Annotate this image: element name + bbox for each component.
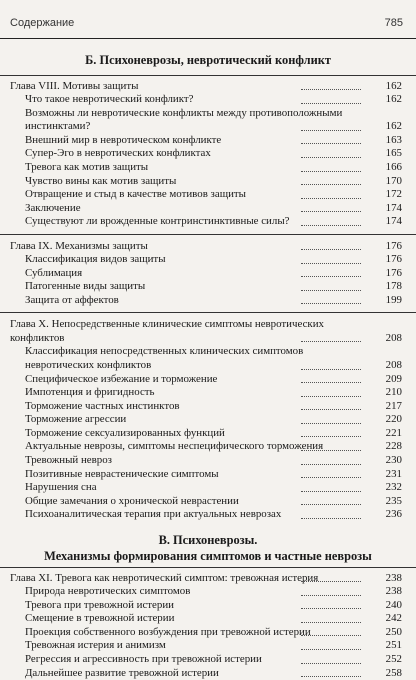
- entry-page: 252: [385, 653, 402, 665]
- toc-entry: [0, 612, 416, 626]
- entry-page: 251: [385, 639, 402, 652]
- entry-title: Классификация видов защиты: [25, 252, 166, 265]
- toc-entry: [0, 267, 416, 281]
- entry-title: Тревога как мотив защиты: [25, 160, 149, 173]
- entry-title: Психоаналитическая терапия при актуальных неврозах: [25, 508, 282, 521]
- toc-entry: [0, 599, 416, 613]
- chapter-title: Глава XI. Тревога как невротический симптом: тревожная истерия: [10, 572, 319, 585]
- entry-title: Специфическое избежание и торможение: [25, 372, 218, 385]
- toc-entry: [0, 454, 416, 468]
- entry-page: 176: [385, 266, 402, 279]
- toc-entry: [0, 188, 416, 202]
- entry-page: 210: [385, 386, 402, 399]
- entry-page: 170: [385, 174, 402, 187]
- entry-title: Торможение сексуализированных функций: [25, 426, 225, 439]
- toc-entry: [0, 107, 416, 134]
- entry-page: 209: [385, 372, 402, 385]
- chapter-title: Глава VIII. Мотивы защиты: [10, 80, 139, 92]
- entry-page: 199: [385, 293, 402, 306]
- toc-entry: [0, 280, 416, 294]
- section-heading-line: Механизмы формирования симптомов и частные неврозы: [44, 549, 372, 564]
- entry-title: Позитивные неврастенические симптомы: [25, 467, 219, 480]
- entry-title: Внешний мир в невротическом конфликте: [25, 133, 222, 146]
- running-head: Содержание: [10, 17, 75, 29]
- chapter-page: 176: [385, 239, 402, 252]
- entry-title: Нарушения сна: [25, 481, 97, 494]
- section-heading-line: В. Психоневрозы.: [158, 533, 258, 548]
- toc-entry: [0, 134, 416, 148]
- toc-entry: [0, 175, 416, 189]
- toc-entry: [0, 345, 416, 372]
- entry-page: 235: [385, 494, 402, 507]
- toc-entry: [0, 639, 416, 653]
- toc-entry: [0, 373, 416, 387]
- entry-title: Торможение агрессии: [25, 413, 127, 426]
- page-header: [0, 0, 416, 39]
- entry-title: Смещение в тревожной истерии: [25, 612, 175, 625]
- toc-entry: [0, 440, 416, 454]
- entry-page: 217: [385, 399, 402, 412]
- toc-content: [0, 52, 416, 680]
- entry-page: 228: [385, 440, 402, 453]
- entry-title: Защита от аффектов: [25, 293, 119, 306]
- entry-title: Проекция собственного возбуждения при тревожной истерии: [25, 625, 311, 638]
- entry-title: Торможение частных инстинктов: [25, 399, 180, 412]
- toc-entry: [0, 161, 416, 175]
- entry-page: 174: [385, 215, 402, 228]
- entry-title: Актуальные неврозы, симптомы неспецифического торможения: [25, 440, 324, 453]
- entry-page: 236: [385, 508, 402, 521]
- entry-title: Сублимация: [25, 266, 83, 279]
- entry-title: Регрессия и агрессивность при тревожной истерии: [25, 653, 262, 665]
- entry-page: 163: [385, 133, 402, 146]
- entry-page: 242: [385, 612, 402, 625]
- toc-entry: [0, 294, 416, 308]
- entry-title: Дальнейшее развитие тревожной истерии: [25, 666, 219, 679]
- entry-page: 165: [385, 147, 402, 160]
- entry-title: Что такое невротический конфликт?: [25, 93, 194, 105]
- chapter-heading: [0, 567, 416, 585]
- section-heading-b: Б. Психоневрозы, невротический конфликт: [85, 53, 331, 67]
- entry-page: 258: [385, 666, 402, 679]
- entry-title: Отвращение и стыд в качестве мотивов защиты: [25, 188, 246, 201]
- entry-page: 208: [385, 358, 402, 371]
- entry-title: Возможны ли невротические конфликты между противоположными инстинктами?: [25, 106, 343, 133]
- toc-entry: [0, 400, 416, 414]
- entry-page: 238: [385, 585, 402, 598]
- entry-title: Тревога при тревожной истерии: [25, 598, 174, 611]
- entry-title: Тревожный невроз: [25, 454, 112, 467]
- toc-entry: [0, 653, 416, 667]
- entry-title: Классификация непосредственных клинических симптомов невротических конфликтов: [25, 345, 304, 371]
- chapter-heading: [0, 312, 416, 345]
- chapter-heading: [0, 234, 416, 253]
- entry-page: 240: [385, 598, 402, 611]
- entry-title: Общие замечания о хронической неврастении: [25, 494, 239, 507]
- toc-entry: [0, 427, 416, 441]
- toc-entry: [0, 413, 416, 427]
- toc-entry: [0, 468, 416, 482]
- toc-entry: [0, 495, 416, 509]
- entry-title: Патогенные виды защиты: [25, 280, 146, 293]
- entry-page: 221: [385, 426, 402, 439]
- toc-entry: [0, 93, 416, 107]
- entry-title: Супер-Эго в невротических конфликтах: [25, 147, 211, 160]
- entry-title: Заключение: [25, 201, 81, 214]
- chapter-page: 238: [385, 572, 402, 585]
- chapter-page: 162: [385, 80, 402, 92]
- toc-entry: [0, 202, 416, 216]
- chapter-title: Глава X. Непосредственные клинические симптомы невротических конфликтов: [10, 318, 324, 345]
- toc-entry: [0, 508, 416, 522]
- chapter-page: 208: [385, 332, 402, 345]
- page-number: 785: [384, 17, 403, 29]
- entry-page: 178: [385, 280, 402, 293]
- toc-entry: [0, 215, 416, 229]
- entry-title: Существуют ли врожденные контринстинктивные силы?: [25, 215, 290, 228]
- entry-page: 162: [385, 120, 402, 133]
- entry-page: 162: [385, 93, 402, 105]
- entry-page: 166: [385, 160, 402, 173]
- entry-page: 230: [385, 454, 402, 467]
- toc-entry: [0, 253, 416, 267]
- entry-title: Тревожная истерия и анимизм: [25, 639, 166, 652]
- toc-body: [0, 75, 416, 680]
- entry-page: 176: [385, 252, 402, 265]
- entry-page: 232: [385, 481, 402, 494]
- chapter-title: Глава IX. Механизмы защиты: [10, 239, 148, 252]
- section-heading-c: [0, 532, 416, 564]
- chapter-heading: [0, 75, 416, 93]
- toc-entry: [0, 386, 416, 400]
- toc-entry: [0, 481, 416, 495]
- entry-title: Чувство вины как мотив защиты: [25, 174, 177, 187]
- entry-page: 220: [385, 413, 402, 426]
- entry-page: 172: [385, 188, 402, 201]
- toc-entry: [0, 585, 416, 599]
- toc-entry: [0, 667, 416, 680]
- toc-entry: [0, 147, 416, 161]
- toc-entry: [0, 626, 416, 640]
- entry-title: Природа невротических симптомов: [25, 585, 191, 598]
- entry-page: 174: [385, 201, 402, 214]
- entry-page: 231: [385, 467, 402, 480]
- entry-page: 250: [385, 625, 402, 638]
- entry-title: Импотенция и фригидность: [25, 386, 155, 399]
